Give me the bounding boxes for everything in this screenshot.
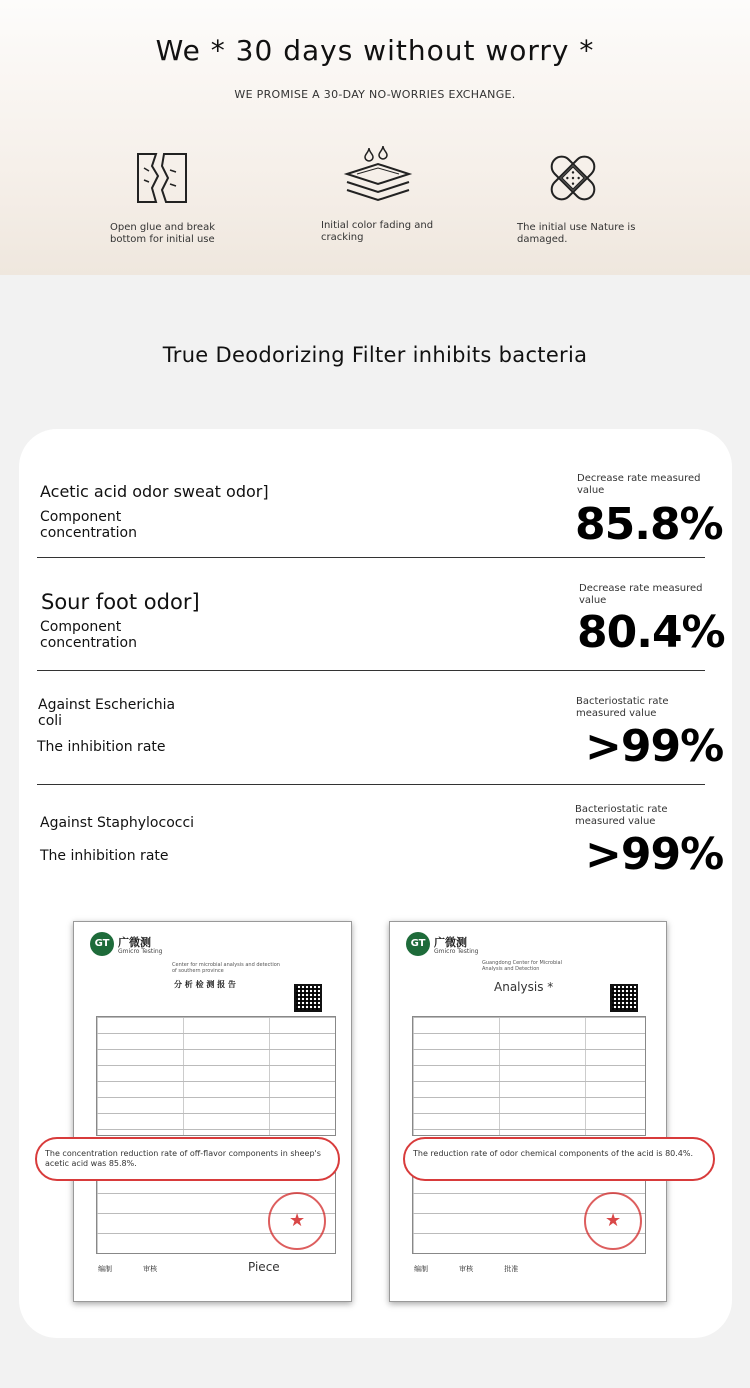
stat-name: Against Escherichia coli	[38, 697, 176, 729]
qr-code	[610, 984, 638, 1012]
stat-sub: Component concentration	[40, 619, 137, 651]
stat-name: Acetic acid odor sweat odor]	[40, 482, 269, 501]
stat-caption: Bacteriostatic rate measured value	[576, 696, 669, 719]
divider	[37, 784, 705, 785]
report-brand-en: Gmicro Testing	[434, 948, 479, 955]
stat-caption: Decrease rate measured value	[577, 473, 701, 496]
report-header: Guangdong Center for Microbial Analysis and Detection	[482, 960, 562, 972]
report-table	[96, 1016, 336, 1136]
test-report-1	[73, 921, 352, 1302]
stat-caption: Decrease rate measured value	[579, 583, 703, 606]
signature-row: 编制 审核 批准	[414, 1265, 519, 1273]
divider	[37, 670, 705, 671]
stat-sour-foot	[37, 583, 725, 675]
report-table	[412, 1016, 646, 1136]
red-seal	[584, 1192, 642, 1250]
report-2-callout: The reduction rate of odor chemical components of the acid is 80.4%.	[403, 1137, 715, 1181]
report-logo: GT	[406, 932, 430, 956]
red-seal	[268, 1192, 326, 1250]
report-brand-en: Gmicro Testing	[118, 948, 163, 955]
divider	[37, 557, 705, 558]
report-annotation: Piece	[248, 1260, 280, 1274]
hero-subtitle: WE PROMISE A 30-DAY NO-WORRIES EXCHANGE.	[234, 88, 516, 101]
report-header: Center for microbial analysis and detection of southern province	[172, 962, 280, 974]
stat-sub: The inhibition rate	[40, 848, 169, 864]
stat-value: >99%	[585, 721, 724, 772]
test-results-card	[19, 429, 732, 1338]
stat-staphylococci	[37, 803, 724, 883]
report-brand: 广微测	[434, 936, 467, 949]
stat-value: 80.4%	[577, 607, 725, 658]
report-1-callout: The concentration reduction rate of off-flavor components in sheep's acetic acid was 85.8%.	[35, 1137, 340, 1181]
stat-value: >99%	[585, 829, 724, 880]
stat-acetic-acid	[37, 473, 723, 557]
feature-color-fading	[321, 148, 481, 244]
feature-label: Initial color fading and cracking	[321, 220, 434, 243]
layered-fabric-icon	[343, 144, 413, 208]
report-logo: GT	[90, 932, 114, 956]
torn-paper-icon	[132, 148, 192, 208]
feature-label: The initial use Nature is damaged.	[517, 222, 636, 245]
stat-sub: Component concentration	[40, 509, 137, 541]
hero-banner	[0, 0, 750, 275]
section-title: True Deodorizing Filter inhibits bacteria	[162, 343, 588, 367]
feature-label: Open glue and break bottom for initial use	[110, 222, 215, 245]
stat-sub: The inhibition rate	[37, 739, 166, 755]
stat-value: 85.8%	[575, 499, 723, 550]
report-title: Analysis *	[494, 980, 554, 994]
report-title: 分 析 检 测 报 告	[174, 980, 236, 989]
report-brand: 广微测	[118, 936, 151, 949]
stat-name: Sour foot odor]	[41, 590, 200, 614]
test-report-2	[389, 921, 667, 1302]
qr-code	[294, 984, 322, 1012]
hero-title: We * 30 days without worry *	[155, 34, 595, 67]
stat-caption: Bacteriostatic rate measured value	[575, 804, 668, 827]
stat-escherichia-coli	[37, 696, 724, 777]
stat-name: Against Staphylococci	[40, 815, 195, 831]
feature-nature-damaged	[517, 148, 677, 246]
signature-row: 编制 审核	[98, 1265, 158, 1273]
bandage-icon	[543, 148, 603, 208]
feature-glue-break	[110, 148, 270, 246]
